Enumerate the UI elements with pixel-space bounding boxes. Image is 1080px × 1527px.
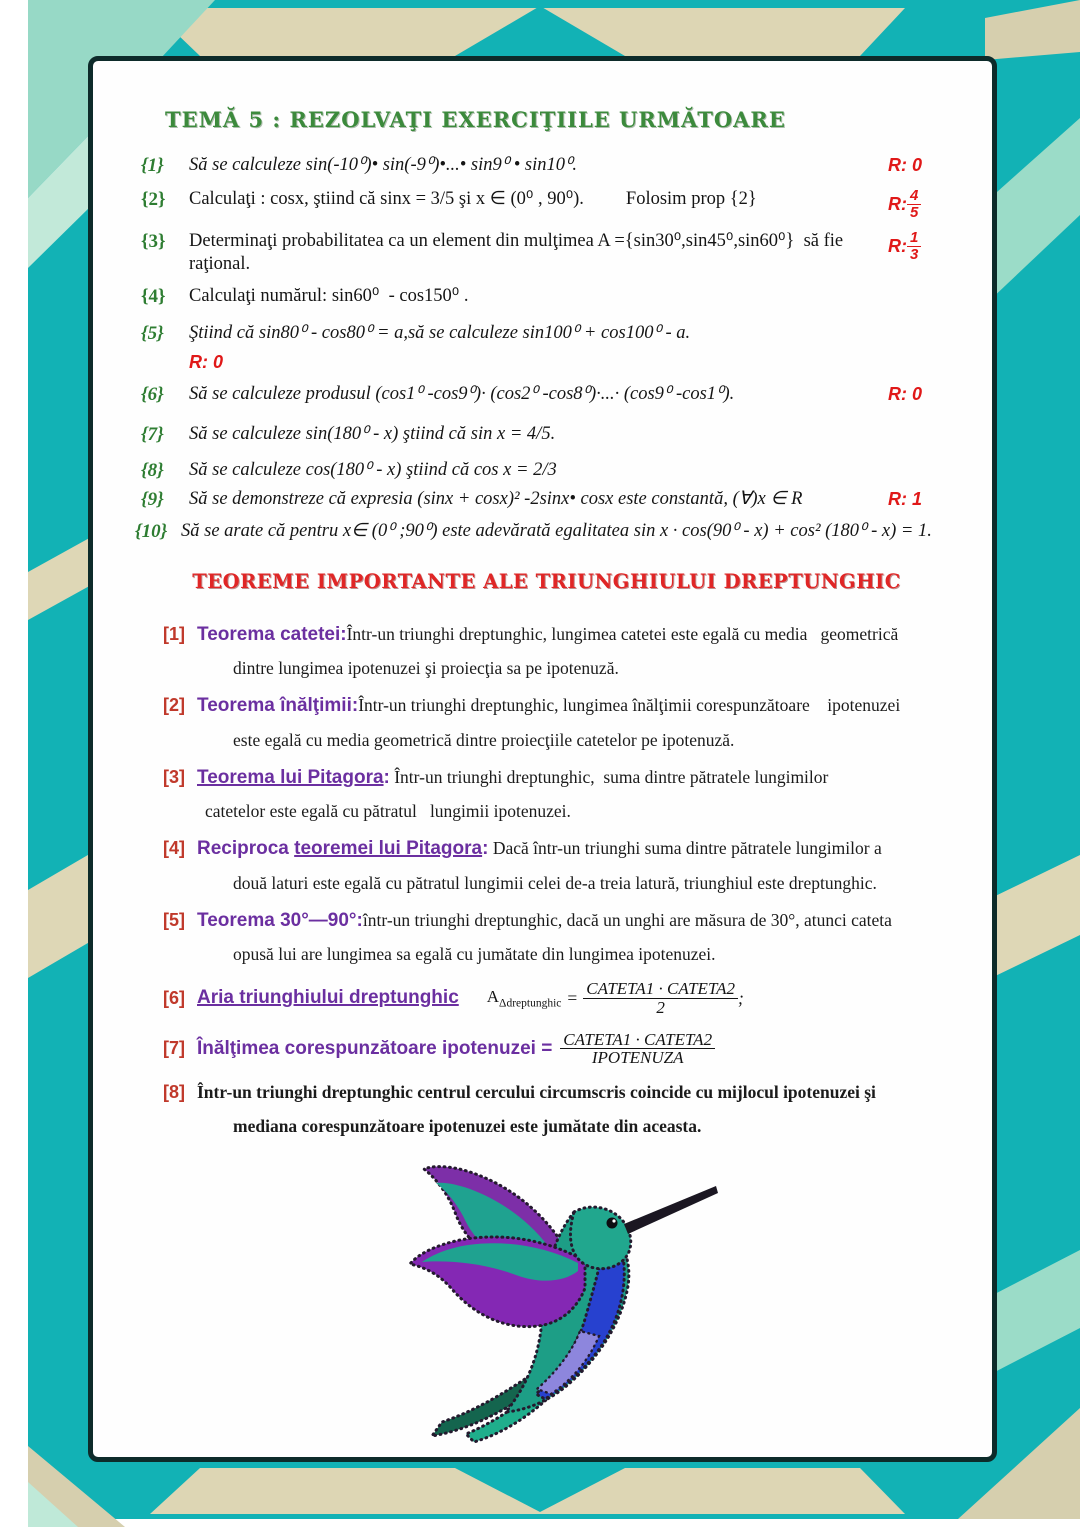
- theorem-body: catetelor este egală cu pătratul lungimii ipotenuzei.: [205, 801, 571, 822]
- height-formula: [560, 1031, 715, 1068]
- theorem: [163, 623, 952, 680]
- theorem: [163, 980, 952, 1017]
- exercise-text: Să se calculeze produsul (cos1⁰ -cos9⁰)· (cos2⁰ -cos8⁰)·...· (cos9⁰ -cos1⁰).: [189, 384, 735, 404]
- hummingbird-illustration: [388, 1148, 723, 1448]
- theorem-title: Reciproca: [197, 838, 295, 860]
- theorem-number: [1]: [163, 623, 185, 644]
- theorem-title: Teorema 30°—90°:: [197, 909, 363, 931]
- theorem: [163, 1081, 952, 1137]
- exercise-text: Să se calculeze cos(180⁰ - x) ştiind că cos x = 2/3: [189, 459, 557, 480]
- theorem-body: mediana corespunzătoare ipotenuzei este jumătate din aceasta.: [233, 1115, 702, 1136]
- exercise-text: Ştiind că sin80⁰ - cos80⁰ = a,să se calculeze sin100⁰ + cos100⁰ - a.: [189, 323, 691, 344]
- formula-fraction: $\frac{\text{CATETA1 · CATETA2}}{\text{IPOTENUZA}}$: [560, 1031, 715, 1068]
- theorem-body: opusă lui are lungimea sa egală cu jumătate din lungimea ipotenuzei.: [233, 944, 716, 965]
- exercise-text: Să se arate că pentru x∈ (0⁰ ;90⁰) este adevărată egalitatea sin x · cos(90⁰ - x) + cos² (180⁰ - x) = 1.: [181, 521, 932, 541]
- exercise-answer: R: $\frac{4}{5}$: [888, 188, 952, 221]
- exercise-number: {8}: [141, 459, 164, 481]
- theorem: [4] Reciproca teoremei lui Pitagora: Dacă într-un triunghi suma dintre pătratele lungimilor a două laturi este egală cu pătratul lungimii celei de-a treia latură, triunghiul este dreptunghic.: [163, 837, 952, 894]
- theorem-number: [3]: [163, 766, 185, 787]
- theorem-body: dintre lungimea ipotenuzei şi proiecţia sa pe ipotenuză.: [233, 658, 619, 679]
- exercise-number: {10}: [135, 521, 168, 542]
- exercise-row: [141, 285, 952, 309]
- exercise-number: {6}: [141, 384, 164, 405]
- theorem: [163, 909, 952, 966]
- theorem-number: [7]: [163, 1038, 185, 1059]
- exercise-text: Să se calculeze sin(180⁰ - x) ştiind că sin x = 4/5.: [189, 423, 556, 444]
- formula-fraction: $\frac{\text{CATETA1 · CATETA2}}{2}$: [583, 980, 738, 1017]
- exercise-text: Calculaţi numărul: sin60⁰ - cos150⁰ .: [189, 285, 469, 306]
- beak: [624, 1186, 718, 1234]
- theorem-body: este egală cu media geometrică dintre proiecţiile catetelor pe ipotenuză.: [233, 729, 735, 750]
- exercise-row: [141, 322, 952, 346]
- exercise-text: Să se demonstreze că expresia (sinx + cosx)² -2sinx• cosx este constantă, (∀)x ∈ R: [189, 489, 803, 510]
- theorem-title: Teorema catetei:: [197, 623, 347, 645]
- exercise-answer: R: 0: [888, 155, 923, 175]
- theorem-number: [6]: [163, 987, 185, 1008]
- theorem-number: [4]: [163, 838, 185, 859]
- exercise-row: [141, 188, 952, 221]
- exercise-row: [141, 154, 952, 178]
- theorem-number: [5]: [163, 909, 185, 930]
- exercise-answer: R: 0: [888, 384, 923, 404]
- theorem-body: Într-un triunghi dreptunghic centrul cercului circumscris coincide cu mijlocul ipotenuzei şi: [197, 1082, 876, 1103]
- page-title: TEMĂ 5 : REZOLVAŢI EXERCIŢIILE URMĂTOARE: [165, 107, 786, 132]
- theorem-body: Într-un triunghi dreptunghic, lungimea înălţimii corespunzătoare ipotenuzei: [358, 695, 901, 716]
- exercise-number: {2}: [141, 188, 166, 210]
- theorem-title: Teorema înălţimii:: [197, 695, 359, 717]
- exercise-text: Determinaţi probabilitatea ca un element din mulţimea A ={sin30⁰,sin45⁰,sin60⁰} să fie raţional.: [189, 231, 848, 275]
- exercise-answer: R: 1: [888, 489, 923, 510]
- exercise-text: Să se calculeze sin(-10⁰)• sin(-9⁰)•...• sin9⁰ • sin10⁰.: [189, 155, 578, 175]
- exercise-text: Calculaţi : cosx, ştiind că sinx = 3/5 şi x ∈ (0⁰ , 90⁰). Folosim prop {2}: [189, 188, 757, 209]
- exercise-note: Folosim prop {2}: [625, 188, 757, 209]
- theorem-body: Într-un triunghi dreptunghic, suma dintre pătratele lungimilor: [389, 766, 829, 787]
- exercise-number: {3}: [141, 231, 166, 253]
- exercise-number: {1}: [141, 155, 164, 176]
- area-formula: $A_{\Delta dreptunghic}$ = $\frac{\text{CATETA1 · CATETA2}}{2}$ ;: [486, 978, 744, 1017]
- exercise-row: [141, 459, 952, 483]
- exercise-row: [135, 520, 952, 544]
- answer-fraction: $\frac{1}{3}$: [907, 230, 921, 263]
- theorem: [163, 694, 952, 751]
- theorem-body: Într-un triunghi dreptunghic, lungimea catetei este egală cu media geometrică: [346, 623, 899, 644]
- theorem: [3] Teorema lui Pitagora: Într-un triunghi dreptunghic, suma dintre pătratele lungimilor catetelor este egală cu pătratul lungimii ipotenuzei.: [163, 766, 952, 823]
- section-title: TEOREME IMPORTANTE ALE TRIUNGHIULUI DREPTUNGHIC: [192, 569, 901, 593]
- theorem-title: Înălţimea corespunzătoare ipotenuzei =: [197, 1037, 553, 1059]
- theorem-body: într-un triunghi dreptunghic, dacă un unghi are măsura de 30°, atunci cateta: [362, 909, 892, 930]
- answer-fraction: $\frac{4}{5}$: [907, 188, 921, 221]
- theorem-number: [2]: [163, 695, 185, 716]
- exercise-number: {4}: [141, 285, 166, 307]
- theorem-title: Teorema lui Pitagora: [197, 766, 384, 788]
- eye: [607, 1218, 618, 1229]
- theorem: [163, 1031, 952, 1068]
- exercise-row: [141, 230, 952, 276]
- exercise-number: {9}: [141, 489, 164, 511]
- theorem-title: Aria triunghiului dreptunghic: [197, 987, 459, 1009]
- exercise-answer: R: $\frac{1}{3}$: [888, 230, 952, 263]
- exercise-row: [141, 488, 952, 512]
- exercise-number: {7}: [141, 423, 164, 445]
- exercise-row: [141, 383, 952, 407]
- theorem-body: două laturi este egală cu pătratul lungimii celei de-a treia latură, triunghiul este dreptunghic.: [233, 872, 877, 893]
- exercise-number: {5}: [141, 323, 164, 345]
- theorem-number: [8]: [163, 1082, 185, 1103]
- theorem-body: Dacă într-un triunghi suma dintre pătratele lungimilor a: [488, 838, 882, 859]
- exercise-answer: R: 0: [189, 352, 224, 372]
- exercise-row: [141, 423, 952, 447]
